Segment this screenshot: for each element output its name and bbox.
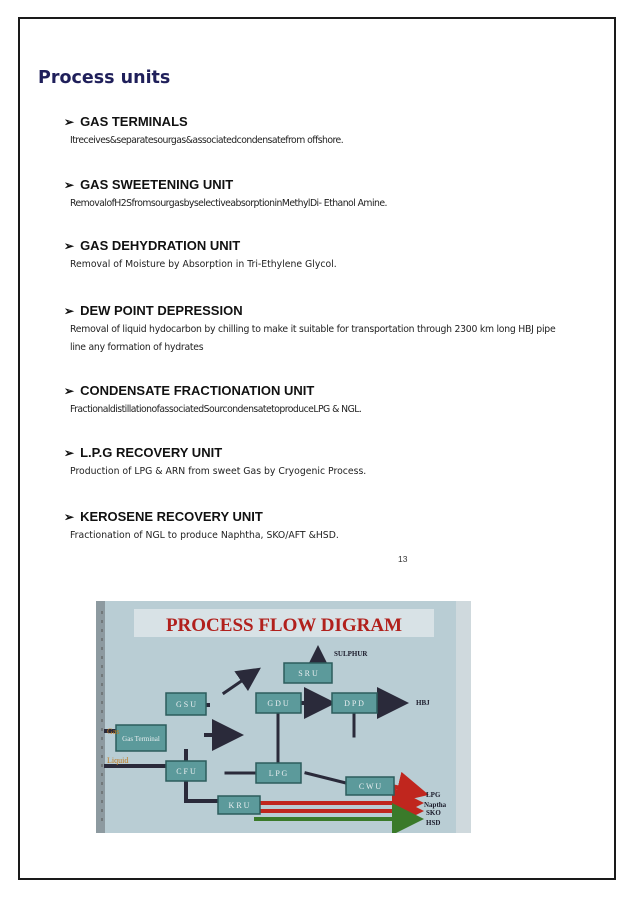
- binder-edge: [96, 601, 105, 833]
- unit-description: Removal of Moisture by Absorption in Tri-Ethylene Glycol.: [70, 259, 337, 270]
- unit-title: KEROSENE RECOVERY UNIT: [80, 509, 263, 524]
- output-sulphur: SULPHUR: [334, 650, 368, 658]
- output-sko: SKO: [426, 809, 441, 817]
- unit-lpg-recovery: [64, 445, 604, 481]
- unit-title: GAS DEHYDRATION UNIT: [80, 238, 241, 253]
- diagram-title: PROCESS FLOW DIGRAM: [165, 615, 403, 636]
- output-hsd: HSD: [426, 819, 441, 827]
- unit-gas-terminals: [64, 114, 604, 150]
- arrow-bullet-icon: ➢: [64, 177, 75, 192]
- unit-description: [70, 321, 604, 357]
- description-line: line any formation of hydrates: [70, 342, 204, 353]
- output-naptha: Naptha: [424, 801, 447, 809]
- arrow-bullet-icon: ➢: [64, 238, 75, 253]
- unit-description: Fractionation of NGL to produce Naphtha, SKO/AFT &HSD.: [70, 530, 339, 541]
- unit-condensate-fractionation: [64, 383, 604, 419]
- unit-title: DEW POINT DEPRESSION: [80, 303, 243, 318]
- block-cfu: C F U: [176, 767, 196, 776]
- arrow-bullet-icon: ➢: [64, 114, 75, 129]
- arrow-bullet-icon: ➢: [64, 445, 75, 460]
- unit-title: CONDENSATE FRACTIONATION UNIT: [80, 383, 315, 398]
- arrow-bullet-icon: ➢: [64, 383, 75, 398]
- unit-title: L.P.G RECOVERY UNIT: [80, 445, 223, 460]
- arrow-bullet-icon: ➢: [64, 509, 75, 524]
- block-dpd: D P D: [344, 699, 364, 708]
- label-gas: Gas: [107, 727, 120, 736]
- description-line: Removal of liquid hydocarbon by chilling to make it suitable for transportation through 2300 km long HBJ pipe: [70, 324, 556, 335]
- unit-description: Production of LPG & ARN from sweet Gas by Cryogenic Process.: [70, 466, 367, 477]
- unit-kerosene-recovery: [64, 509, 604, 545]
- unit-gas-sweetening: [64, 177, 604, 213]
- block-sru: S R U: [298, 669, 318, 678]
- block-kru: K R U: [228, 801, 250, 810]
- section-heading: Process units: [38, 68, 171, 88]
- arrow-bullet-icon: ➢: [64, 303, 75, 318]
- block-cwu: C W U: [358, 782, 382, 791]
- output-lpg: LPG: [426, 791, 441, 799]
- block-gsu: G S U: [175, 700, 197, 709]
- unit-gas-dehydration: [64, 238, 604, 274]
- block-gdu: G D U: [267, 699, 289, 708]
- block-terminal: Gas Terminal: [122, 735, 160, 743]
- label-liquid: Liquid: [107, 756, 129, 765]
- output-hbj: HBJ: [416, 699, 430, 707]
- unit-title: GAS SWEETENING UNIT: [80, 177, 234, 192]
- unit-description: RemovalofH2SfromsourgasbyselectiveabsorptioninMethylDi- Ethanol Amine.: [70, 198, 387, 209]
- unit-dew-point: [64, 303, 604, 357]
- process-flow-diagram: [96, 601, 471, 833]
- unit-description: Itreceives&separatesourgas&associatedcondensatefrom offshore.: [70, 135, 344, 146]
- page-number: 13: [398, 554, 408, 564]
- unit-description: FractionaldistillationofassociatedSourcondensatetoproduceLPG & NGL.: [70, 404, 362, 415]
- unit-title: GAS TERMINALS: [80, 114, 188, 129]
- block-lpg: L P G: [268, 769, 288, 778]
